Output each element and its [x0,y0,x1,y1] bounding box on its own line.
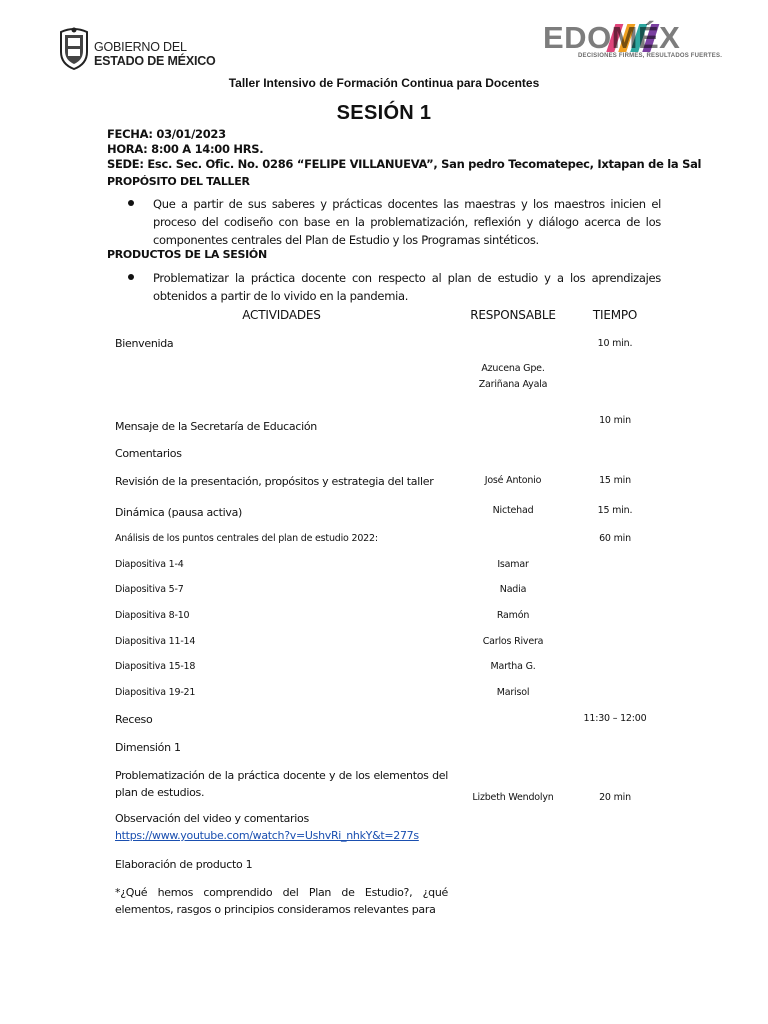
time-receso: 11:30 – 12:00 [583,713,647,724]
productos-text: Problematizar la práctica docente con respecto al plan de estudio y a los aprendizajes obtenidos a partir de lo vivido en la pandemia. [153,271,661,303]
time-analisis: 60 min [599,533,631,544]
header-time: TIEMPO [592,308,638,322]
activity-bienvenida: Bienvenida [115,337,174,350]
session-title: SESIÓN 1 [336,102,432,124]
activity-dinamica: Dinámica (pausa activa) [115,506,243,519]
resp-diapositiva-4: Carlos Rivera [482,636,544,647]
resp-azucena [455,361,571,393]
productos-heading: PRODUCTOS DE LA SESIÓN [107,248,267,261]
bullet-icon [128,200,134,206]
resp-azucena-line2: Zariñana Ayala [478,379,548,390]
time-revision: 15 min [599,475,631,486]
resp-diapositiva-1: Isamar [497,559,529,570]
activity-revision: Revisión de la presentación, propósitos y estrategia del taller [115,475,434,488]
hora: HORA: 8:00 A 14:00 HRS. [107,142,264,156]
document-title: Taller Intensivo de Formación Continua para Docentes [228,76,540,90]
resp-dinamica: Nictehad [492,505,534,516]
activity-analisis: Análisis de los puntos centrales del plan de estudio 2022: [115,533,378,544]
resp-diapositiva-2: Nadia [499,584,527,595]
activity-receso: Receso [115,713,153,726]
fecha: FECHA: 03/01/2023 [107,127,226,141]
resp-diapositiva-5: Martha G. [490,661,536,672]
resp-revision: José Antonio [484,475,542,486]
sede: SEDE: Esc. Sec. Ofic. No. 0286 “FELIPE VILLANUEVA”, San pedro Tecomatepec, Ixtapan de la Sal [107,157,702,171]
gov-line1: GOBIERNO DEL [94,40,187,54]
gov-name [94,40,216,68]
resp-diapositiva-3: Ramón [496,610,530,621]
resp-problematizacion: Lizbeth Wendolyn [472,792,554,803]
bullet-icon [128,274,134,280]
activity-problematizacion: Problematización de la práctica docente y de los elementos del plan de estudios. [115,769,448,799]
video-link[interactable]: https://www.youtube.com/watch?v=UshvRi_nhkY&t=277s [115,829,419,842]
activity-comentarios: Comentarios [115,447,182,460]
proposito-text: Que a partir de sus saberes y prácticas docentes las maestras y los maestros inicien el proceso del codiseño con base en la problematización, reflexión y diálogo acerca de los componentes centrales del Plan de Estudio y los Programas sintéticos. [153,197,661,247]
activity-diapositiva-5: Diapositiva 15-18 [115,661,196,672]
time-dinamica: 15 min. [597,505,633,516]
header-activities: ACTIVIDADES [242,308,321,322]
edomex-word: EDOMÉX [543,20,681,55]
gov-line2: ESTADO DE MÉXICO [94,54,216,68]
edomex-slogan: DECISIONES FIRMES, RESULTADOS FUERTES. [578,53,723,59]
activity-observacion: Observación del video y comentarios [115,812,309,825]
activity-diapositiva-1: Diapositiva 1-4 [115,559,184,570]
time-problematizacion: 20 min [599,792,631,803]
activity-diapositiva-4: Diapositiva 11-14 [115,636,196,647]
time-bienvenida: 10 min. [597,338,633,349]
proposito-heading: PROPÓSITO DEL TALLER [107,175,250,188]
time-mensaje: 10 min [599,415,631,426]
resp-diapositiva-6: Marisol [496,687,530,698]
activity-diapositiva-3: Diapositiva 8-10 [115,610,190,621]
edomex-logo [542,20,723,62]
header-responsible: RESPONSABLE [470,308,556,322]
activity-pregunta: *¿Qué hemos comprendido del Plan de Estudio?, ¿qué elementos, rasgos o principios consideramos relevantes para [115,886,448,916]
activity-diapositiva-2: Diapositiva 5-7 [115,584,184,595]
activity-mensaje: Mensaje de la Secretaría de Educación [115,420,317,433]
activity-diapositiva-6: Diapositiva 19-21 [115,687,196,698]
activity-elaboracion: Elaboración de producto 1 [115,858,253,871]
activity-dimension: Dimensión 1 [115,741,181,754]
coat-of-arms-icon [58,26,90,70]
resp-azucena-line1: Azucena Gpe. [481,363,545,374]
